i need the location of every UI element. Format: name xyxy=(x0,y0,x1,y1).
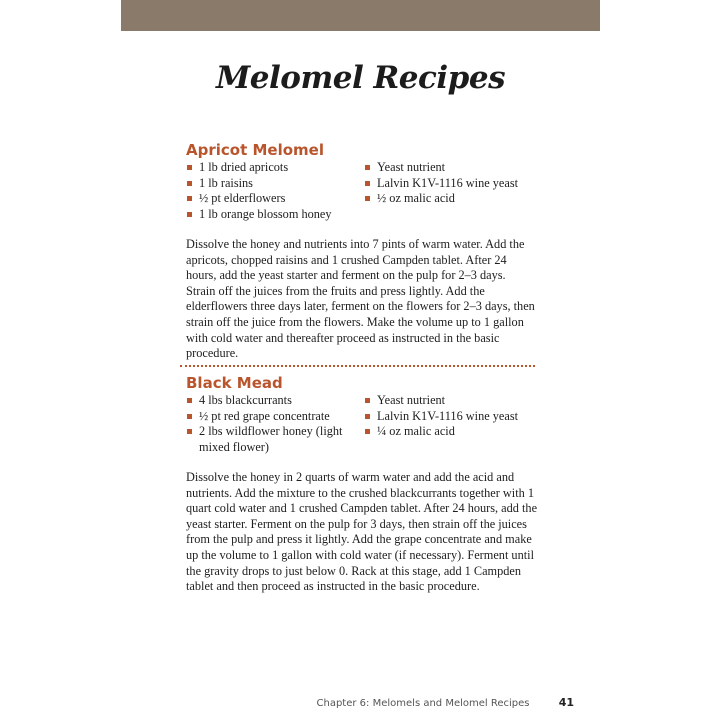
ingredient-item: ¼ oz malic acid xyxy=(364,424,536,440)
ingredient-list-right xyxy=(364,393,536,455)
bullet-square-icon xyxy=(187,181,192,186)
ingredient-list-left xyxy=(186,393,364,455)
bullet-square-icon xyxy=(365,196,370,201)
recipe-title: Black Mead xyxy=(186,374,283,392)
bullet-square-icon xyxy=(365,181,370,186)
bullet-square-icon xyxy=(187,429,192,434)
page-title: Melomel Recipes xyxy=(215,60,506,96)
ingredient-item: Lalvin K1V-1116 wine yeast xyxy=(364,409,536,425)
ingredient-item: 2 lbs wildflower honey (light mixed flower) xyxy=(186,424,364,455)
ingredient-item: ½ oz malic acid xyxy=(364,191,536,207)
recipe-black-mead xyxy=(186,375,536,455)
ingredient-item: ½ pt elderflowers xyxy=(186,191,364,207)
ingredient-item: 1 lb orange blossom honey xyxy=(186,207,364,223)
recipe-method: Dissolve the honey and nutrients into 7 pints of warm water. Add the apricots, chopped raisins and 1 crushed Campden tablet. After 24 hours, add the yeast starter and ferment on the pulp for 2–3 days. Strain off the juices from the fruits and press lightly. Add the elderflowers three days later, ferment on the flowers for 2–3 days, then strain off the juice from the flowers. Make the volume up to 1 gallon with cold water and thereafter proceed as instructed in the basic procedure. xyxy=(186,237,535,361)
chapter-title: Melomels and Melomel Recipes xyxy=(372,698,530,709)
bullet-square-icon xyxy=(365,429,370,434)
ingredient-item: Yeast nutrient xyxy=(364,160,536,176)
bullet-square-icon xyxy=(187,165,192,170)
ingredient-item: 1 lb raisins xyxy=(186,176,364,192)
bullet-square-icon xyxy=(187,398,192,403)
section-divider xyxy=(180,365,535,367)
page-footer xyxy=(121,696,574,709)
ingredient-list-left xyxy=(186,160,364,222)
ingredient-item: Lalvin K1V-1116 wine yeast xyxy=(364,176,536,192)
bullet-square-icon xyxy=(187,196,192,201)
bullet-square-icon xyxy=(365,414,370,419)
bullet-square-icon xyxy=(365,165,370,170)
ingredient-item: Yeast nutrient xyxy=(364,393,536,409)
recipe-title: Apricot Melomel xyxy=(186,141,324,159)
ingredient-item: 1 lb dried apricots xyxy=(186,160,364,176)
page-number: 41 xyxy=(558,696,574,709)
ingredient-columns xyxy=(186,160,536,222)
ingredient-item: 4 lbs blackcurrants xyxy=(186,393,364,409)
recipe-apricot-melomel xyxy=(186,142,536,222)
bullet-square-icon xyxy=(365,398,370,403)
ingredient-columns xyxy=(186,393,536,455)
ingredient-item: ½ pt red grape concentrate xyxy=(186,409,364,425)
header-band xyxy=(121,0,600,31)
recipe-method: Dissolve the honey in 2 quarts of warm water and add the acid and nutrients. Add the mixture to the crushed blackcurrants together with 1 quart cold water and 1 crushed Campden tablet. After 24 hours, add the yeast starter. Ferment on the pulp for 3 days, then strain off the juices from the pulp and press it lightly. Add the grape concentrate and make up the volume to 1 gallon with cold water (if necessary). Ferment until the gravity drops to just below 0. Rack at this stage, add 1 Campden tablet and then proceed as instructed in the basic procedure. xyxy=(186,470,538,594)
chapter-label: Chapter 6: xyxy=(316,698,370,709)
bullet-square-icon xyxy=(187,212,192,217)
ingredient-list-right xyxy=(364,160,536,222)
bullet-square-icon xyxy=(187,414,192,419)
